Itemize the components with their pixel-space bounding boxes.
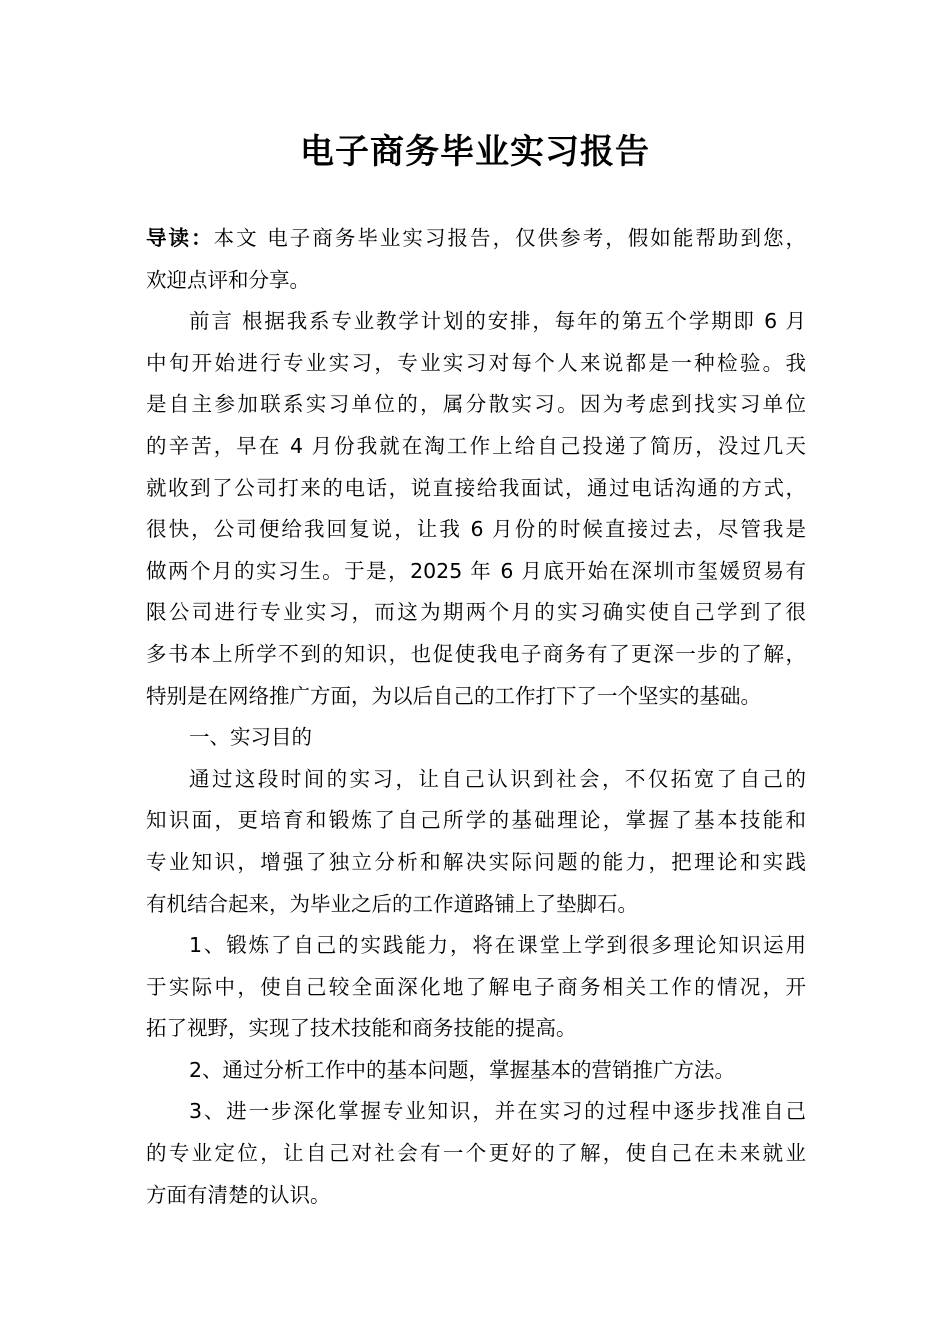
document-title: 电子商务毕业实习报告 bbox=[300, 132, 650, 172]
list-item-2-line: 2、通过分析工作中的基本问题，掌握基本的营销推广方法。 bbox=[189, 1057, 736, 1082]
preface-line: 做两个月的实习生。于是，2025 年 6 月底开始在深圳市玺媛贸易有 bbox=[146, 558, 806, 583]
intro-line bbox=[146, 218, 806, 260]
list-item-1-line: 1、锻炼了自己的实践能力，将在课堂上学到很多理论知识运用 bbox=[189, 933, 806, 958]
preface-line: 前言 根据我系专业教学计划的安排，每年的第五个学期即 6 月 bbox=[189, 309, 806, 334]
document-body bbox=[146, 218, 806, 1216]
intro-label: 导读： bbox=[146, 226, 214, 250]
preface-line: 是自主参加联系实习单位的，属分散实习。因为考虑到找实习单位 bbox=[146, 392, 806, 417]
list-item-3-line: 方面有清楚的认识。 bbox=[146, 1182, 331, 1207]
preface-line: 就收到了公司打来的电话，说直接给我面试，通过电话沟通的方式， bbox=[146, 475, 806, 500]
preface-line: 中旬开始进行专业实习，专业实习对每个人来说都是一种检验。我 bbox=[146, 350, 806, 375]
preface-line: 很快，公司便给我回复说，让我 6 月份的时候直接过去，尽管我是 bbox=[146, 517, 806, 542]
intro-text: 本文 电子商务毕业实习报告，仅供参考，假如能帮助到您， bbox=[213, 226, 807, 250]
preface-line: 限公司进行专业实习，而这为期两个月的实习确实使自己学到了很 bbox=[146, 600, 806, 625]
preface-line: 特别是在网络推广方面，为以后自己的工作打下了一个坚实的基础。 bbox=[146, 683, 761, 708]
purpose-line: 专业知识，增强了独立分析和解决实际问题的能力，把理论和实践 bbox=[146, 849, 806, 874]
purpose-line: 有机结合起来，为毕业之后的工作道路铺上了垫脚石。 bbox=[146, 891, 638, 916]
preface-line: 的辛苦，早在 4 月份我就在淘工作上给自己投递了简历，没过几天 bbox=[146, 433, 806, 458]
list-item-1-line: 拓了视野，实现了技术技能和商务技能的提高。 bbox=[146, 1016, 577, 1041]
intro-line: 欢迎点评和分享。 bbox=[146, 267, 310, 292]
list-item-3-line: 的专业定位，让自己对社会有一个更好的了解，使自己在未来就业 bbox=[146, 1141, 806, 1166]
purpose-line: 通过这段时间的实习，让自己认识到社会，不仅拓宽了自己的 bbox=[189, 766, 806, 791]
list-item-1-line: 于实际中，使自己较全面深化地了解电子商务相关工作的情况，开 bbox=[146, 974, 806, 999]
section-heading: 一、实习目的 bbox=[189, 725, 312, 750]
preface-line: 多书本上所学不到的知识，也促使我电子商务有了更深一步的了解， bbox=[146, 641, 806, 666]
list-item-3-line: 3、进一步深化掌握专业知识，并在实习的过程中逐步找准自己 bbox=[189, 1099, 806, 1124]
purpose-line: 知识面，更培育和锻炼了自己所学的基础理论，掌握了基本技能和 bbox=[146, 808, 806, 833]
